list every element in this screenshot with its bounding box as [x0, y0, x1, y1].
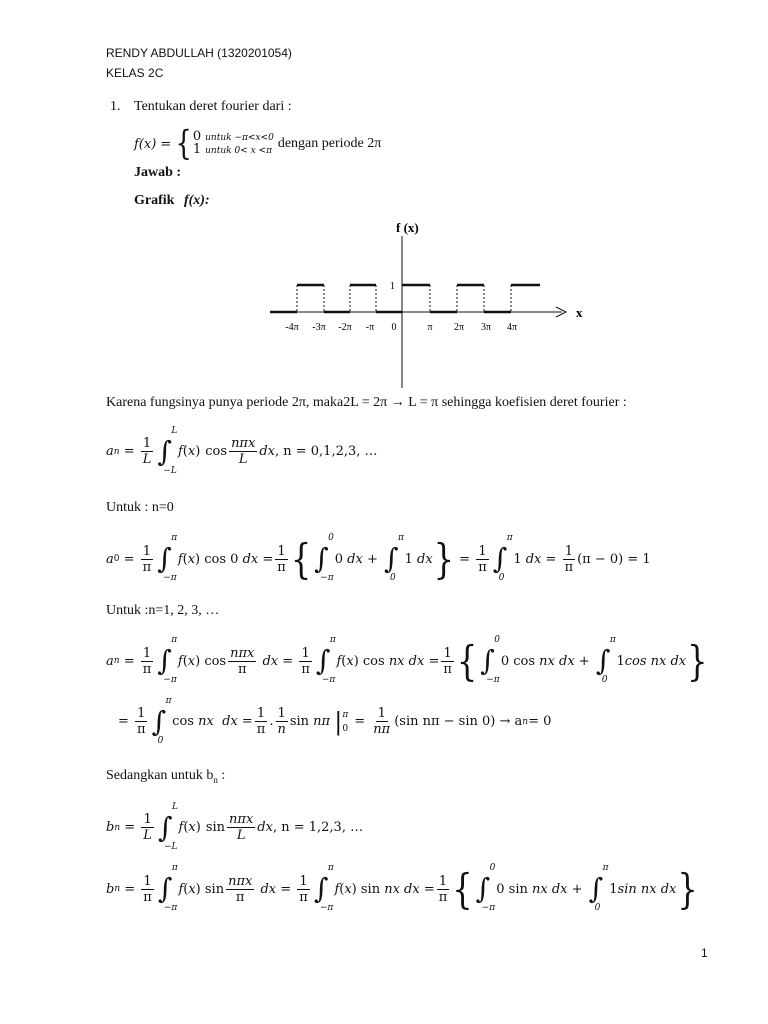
problem-question: Tentukan deret fourier dari :: [134, 99, 292, 114]
y-one-label: 1: [390, 281, 395, 292]
fraction: $\frac{1}{\pi}$: [256, 706, 266, 737]
case0-condition: untuk −π<x<0: [205, 133, 274, 143]
bn-general-formula: b n = $\frac{1}{L}$ ∫ L −L f ( x ) sin $\frac{\text{nπx}}{L}$ dx , n = 1,2,3, …: [106, 801, 364, 852]
bn-subscript: n: [114, 822, 121, 833]
integral-sign: ∫ π 0: [595, 635, 616, 685]
integral-sign: ∫ π −π: [157, 635, 178, 685]
n-range: , n = 0,1,2,3, …: [274, 444, 378, 459]
fraction: $\frac{1}{L}$: [142, 436, 152, 467]
period-text: dengan periode 2π: [277, 136, 382, 151]
piecewise-definition: [134, 124, 382, 164]
fraction: $\frac{1}{\pi}$: [299, 873, 308, 905]
x-tick-label: -2π: [338, 322, 352, 333]
fraction: $\frac{1}{n}$: [277, 706, 286, 737]
left-brace: {: [452, 864, 473, 914]
integral-sign: ∫ π −π: [313, 863, 334, 913]
an-result-end: = 0: [528, 714, 552, 729]
integral-sign: ∫ 0 −π: [314, 533, 334, 583]
integral-sign: ∫ π −π: [157, 863, 178, 913]
integral-sign: ∫ π 0: [588, 863, 609, 913]
sedangkan-end: :: [217, 768, 226, 783]
a0-formula: a 0 = $\frac{1}{\pi}$ ∫ π −π f ( x ) cos 0 dx = $\frac{1}{\pi}$ { ∫ 0 −π 0 dx + ∫ π 0 1 dx } = $\frac{1}{\pi}$ ∫ π 0 1 dx = $\frac{1}{\pi}$ (π − 0) = 1: [106, 533, 651, 584]
fraction: $\frac{1}{\pi}$: [564, 543, 574, 575]
an-subscript: n: [113, 446, 120, 457]
fraction: $\frac{1}{\pi}$: [143, 873, 152, 905]
case0-value: 0: [192, 129, 202, 144]
x-axis-label: x: [576, 305, 583, 320]
sedangkan-text: Sedangkan untuk b: [106, 768, 214, 783]
left-brace: {: [290, 534, 312, 584]
x-tick-label: -π: [365, 322, 375, 333]
sedangkan-subscript: n: [213, 774, 218, 785]
fraction: $\frac{1}{\pi}$: [478, 543, 487, 575]
x-tick-label: 3π: [480, 322, 492, 333]
grafik-heading: [134, 193, 210, 209]
fraction: $\frac{1}{L}$: [143, 812, 152, 843]
an-general-formula: a n = $\frac{1}{L}$ ∫ L −L f ( x ) cos $\frac{\text{nπx}}{L}$ dx , n = 0,1,2,3, …: [106, 425, 378, 476]
right-brace: }: [433, 534, 455, 584]
x-tick-label: -3π: [312, 322, 326, 333]
x-tick-label: 2π: [453, 322, 465, 333]
equals-sign: =: [119, 444, 139, 459]
fraction: $\frac{1}{\pi}$: [443, 645, 452, 677]
bn-symbol: b: [106, 820, 115, 835]
fraction: $\frac{1}{\pi}$: [301, 645, 310, 677]
untuk-n0-label: Untuk : n=0: [106, 500, 174, 515]
fraction: $\frac{\text{nπx}}{\pi}$: [228, 873, 253, 905]
evaluation-bar: |: [334, 707, 343, 736]
fraction: $\frac{\text{nπx}}{L}$: [229, 812, 254, 843]
fx-label: f(x) =: [134, 136, 172, 152]
a0-result: (π − 0) = 1: [577, 551, 651, 567]
x-tick-label: 0: [391, 322, 397, 333]
x-tick-label: π: [427, 322, 433, 333]
an-result: (sin nπ − sin 0) → a: [394, 714, 523, 729]
piecewise-cases: [193, 131, 274, 157]
untuk-n123-label: Untuk :n=1, 2, 3, …: [106, 603, 220, 618]
bn-computation: b n = $\frac{1}{\pi}$ ∫ π −π f ( x ) sin $\frac{\text{nπx}}{\pi}$ dx = $\frac{1}{\pi}$ ∫ π −π f ( x ) sin nx dx = $\frac{1}{\pi}$ { ∫ 0 −π 0 sin nx dx + ∫ π 0 1 sin nx dx }: [106, 863, 698, 914]
an-symbol: a: [106, 444, 114, 459]
period-explanation: Karena fungsinya punya periode 2π, maka2L = 2π → L = π sehingga koefisien deret fourier :: [106, 395, 627, 410]
y-axis-label: f (x): [396, 220, 419, 235]
fraction: $\frac{1}{\pi}$: [142, 645, 152, 677]
an-computation: a n = $\frac{1}{\pi}$ ∫ π −π f ( x ) cos $\frac{\text{nπx}}{\pi}$ dx = $\frac{1}{\pi}$ ∫ π −π f ( x ) cos nx dx = $\frac{1}{\pi}$ { ∫ 0 −π 0 cos nx dx + ∫ π 0 1 cos nx dx }: [106, 635, 708, 686]
problem-number: 1.: [110, 99, 121, 114]
fraction: $\frac{1}{\pi}$: [277, 543, 286, 575]
x-tick-labels: [285, 322, 517, 333]
integral-sign: ∫ π 0: [492, 533, 513, 583]
case1-value: 1: [192, 142, 202, 157]
right-brace: }: [677, 864, 698, 914]
integral-sign: ∫ π 0: [384, 533, 404, 583]
x-tick-label: -4π: [285, 322, 299, 333]
x-tick-label: 4π: [506, 322, 518, 333]
author-name: RENDY ABDULLAH (1320201054): [106, 46, 292, 60]
right-brace: }: [687, 636, 708, 686]
integral-sign: ∫ 0 −π: [475, 863, 496, 913]
integral-sign: ∫ π 0: [151, 695, 172, 746]
left-brace: {: [456, 636, 478, 686]
author-class: KELAS 2C: [106, 66, 164, 80]
fraction: $\frac{1}{\pi}$: [142, 543, 152, 575]
jawab-label: Jawab :: [134, 165, 182, 180]
function-graph: [0, 215, 768, 395]
case1-condition: untuk 0< x <π: [205, 146, 272, 156]
grafik-fx-label: f(x):: [183, 193, 210, 208]
fraction: $\frac{\text{nπx}}{L}$: [231, 436, 256, 467]
square-wave-levels: [270, 285, 540, 312]
sedangkan-label: [106, 768, 225, 785]
integral-sign: ∫ 0 −π: [480, 635, 500, 685]
integral-sign: ∫ π −π: [315, 635, 336, 685]
left-brace: {: [175, 124, 192, 164]
fraction: $\frac{1}{\pi}$: [438, 873, 448, 905]
fraction: $\frac{1}{\pi}$: [137, 706, 146, 737]
fraction: $\frac{1}{n\pi}$: [373, 706, 391, 737]
integral-sign: ∫ L −L: [157, 425, 178, 476]
grafik-label: Grafik: [134, 193, 175, 208]
fraction: $\frac{\text{nπx}}{\pi}$: [230, 645, 255, 677]
jump-lines: [297, 285, 511, 312]
integral-sign: ∫ L −L: [157, 801, 178, 852]
integral-sign: ∫ π −π: [157, 533, 178, 583]
an-result-formula: = $\frac{1}{\pi}$ ∫ π 0 cos nx dx = $\frac{1}{\pi}$ . $\frac{1}{n}$ sin nπ | π 0 = $\frac{1}{n\pi}$ (sin nπ − sin 0) → a n = 0: [118, 695, 552, 746]
n-range: , n = 1,2,3, …: [272, 820, 364, 835]
page-number: 1: [701, 946, 708, 960]
